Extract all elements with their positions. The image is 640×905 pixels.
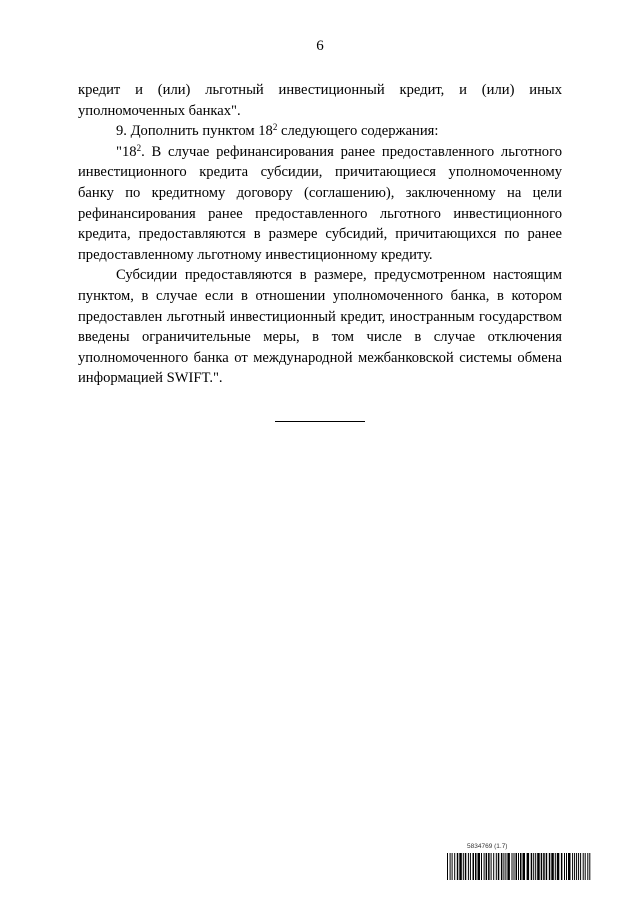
barcode-icon (447, 853, 591, 880)
paragraph-subsidies: Субсидии предоставляются в размере, предусмотренном настоящим пунктом, в случае если в отношении уполномоченного банка, в котором предоставлен льготный инвестиционный кредит, иностранным государством введены ограничительные меры, в том числе в случае отключения уполномоченного банка от международной межбанковской системы обмена информацией SWIFT.". (78, 267, 562, 387)
paragraph-item-9 (78, 121, 562, 142)
paragraph-continuation-line1: кредит и (или) льготный инвестиционный кредит, и (или) иных (78, 82, 562, 98)
barcode-label: 5834769 (1.7) (467, 843, 508, 850)
item-9-text-end: следующего содержания: (277, 123, 439, 140)
document-body (78, 80, 562, 389)
page-number: 6 (316, 38, 324, 54)
end-separator-line (275, 421, 365, 422)
item-9-superscript: 2 (272, 122, 278, 133)
point-18-superscript: 2 (136, 142, 142, 153)
paragraph-continuation-line2: уполномоченных банках". (78, 102, 241, 119)
document-barcode-block (447, 843, 591, 883)
point-18-open: "18 (116, 143, 137, 160)
paragraph-point-18-2 (78, 142, 562, 266)
item-9-text-start: 9. Дополнить пунктом 18 (116, 123, 273, 140)
point-18-text: . В случае рефинансирования ранее предоставленного льготного инвестиционного кредита субсидии, причитающиеся уполномоченному банку по кредитному договору (соглашению), заключенному на цели рефинансирования ранее предоставленного льготного инвестиционного кредита, предоставляются в размере субсидий, причитающихся по ранее предоставленному льготному инвестиционному кредиту. (78, 143, 562, 263)
